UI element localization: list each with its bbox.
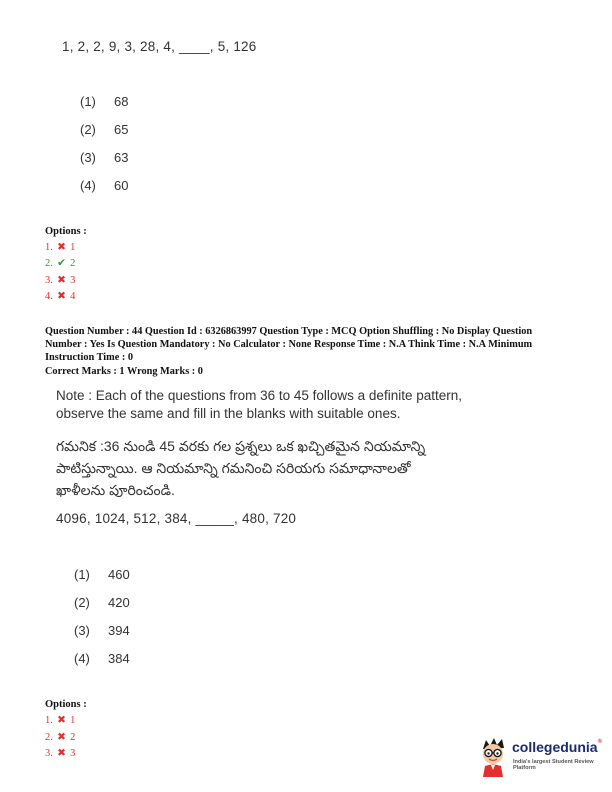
cross-icon: ✖ xyxy=(57,732,66,743)
q44-telugu-line-2: పాటిస్తున్నాయి. ఆ నియమాన్ని గమనించి సరియగు సమాధానాలతో xyxy=(56,460,411,476)
q44-choice-4: (4) 384 xyxy=(74,651,130,666)
q43-choice-4: (4) 60 xyxy=(80,178,129,193)
q44-telugu-line-3: ఖాళీలను పూరించండి. xyxy=(56,482,175,498)
q44-options-label: Options : xyxy=(45,699,87,710)
q44-note-line-1: Note : Each of the questions from 36 to 45 follows a definite pattern, xyxy=(56,388,462,403)
registered-mark: ® xyxy=(597,739,602,745)
q44-meta-line-1: Question Number : 44 Question Id : 6326863997 Question Type : MCQ Option Shuffling : No Display Question xyxy=(45,326,533,337)
cross-icon: ✖ xyxy=(57,291,66,302)
cross-icon: ✖ xyxy=(57,715,66,726)
q44-option-3: 3. ✖ 3 xyxy=(45,748,76,759)
q44-marks: Correct Marks : 1 Wrong Marks : 0 xyxy=(45,366,203,377)
q43-choice-1: (1) 68 xyxy=(80,94,129,109)
brand-tagline: India's largest Student Review Platform xyxy=(513,759,594,771)
q44-choice-1: (1) 460 xyxy=(74,567,130,582)
q43-options-label: Options : xyxy=(45,226,87,237)
q43-choice-3: (3) 63 xyxy=(80,150,129,165)
q44-note-line-2: observe the same and fill in the blanks with suitable ones. xyxy=(56,406,401,421)
q44-meta-line-2: Number : Yes Is Question Mandatory : No Calculator : None Response Time : N.A Think Time : N.A Minimum xyxy=(45,339,533,350)
q43-choice-2: (2) 65 xyxy=(80,122,129,137)
collegedunia-watermark xyxy=(477,737,607,779)
q44-choice-2: (2) 420 xyxy=(74,595,130,610)
q44-choice-3: (3) 394 xyxy=(74,623,130,638)
q44-option-1: 1. ✖ 1 xyxy=(45,715,76,726)
question-44-sequence: 4096, 1024, 512, 384, _____, 480, 720 xyxy=(56,511,297,526)
q43-option-2: 2. ✔ 2 xyxy=(45,258,76,269)
q44-option-2: 2. ✖ 2 xyxy=(45,732,76,743)
q43-option-4: 4. ✖ 4 xyxy=(45,291,76,302)
q43-option-1: 1. ✖ 1 xyxy=(45,242,76,253)
question-43-sequence: 1, 2, 2, 9, 3, 28, 4, ____, 5, 126 xyxy=(62,39,257,54)
cross-icon: ✖ xyxy=(57,748,66,759)
q44-telugu-line-1: గమనిక :36 నుండి 45 వరకు గల ప్రశ్నలు ఒక ఖచ్చితమైన నియమాన్ని xyxy=(56,438,426,454)
q44-meta-line-3: Instruction Time : 0 xyxy=(45,352,134,363)
cross-icon: ✖ xyxy=(57,242,66,253)
cross-icon: ✖ xyxy=(57,275,66,286)
mascot-icon xyxy=(477,737,511,777)
brand-name: collegedunia xyxy=(512,739,598,755)
q43-option-3: 3. ✖ 3 xyxy=(45,275,76,286)
checkmark-icon: ✔ xyxy=(57,258,66,269)
